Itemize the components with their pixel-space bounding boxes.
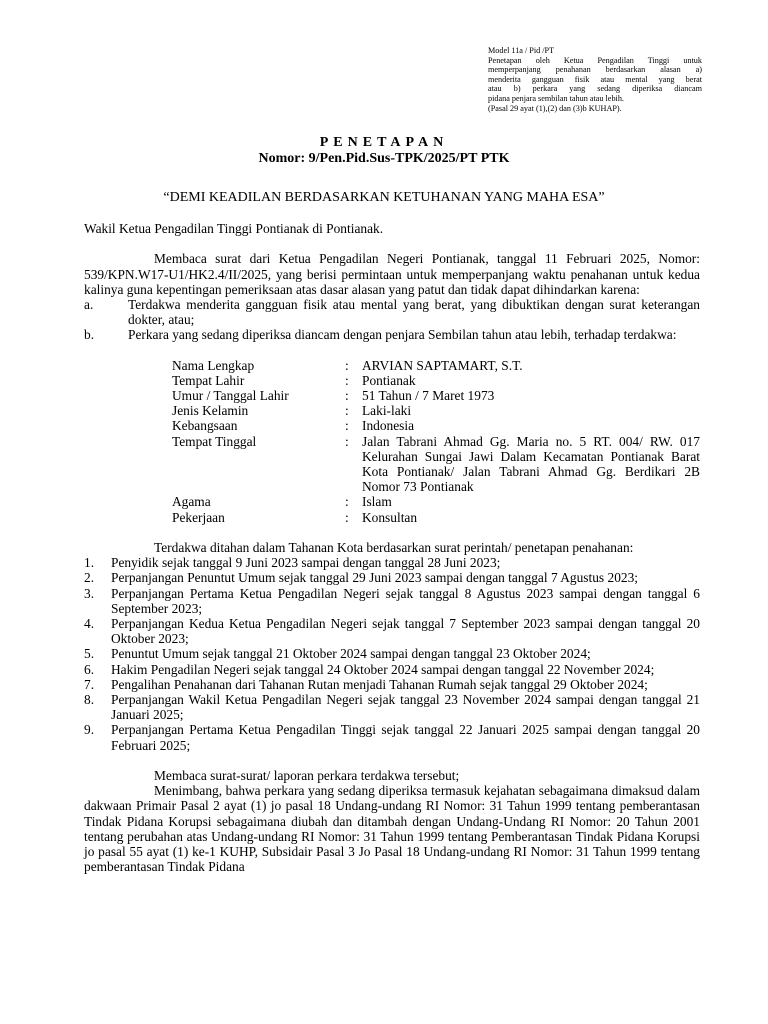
- identity-row: [172, 388, 700, 403]
- document-body: [84, 221, 700, 874]
- identity-row: [172, 494, 700, 509]
- detention-text: Penyidik sejak tanggal 9 Juni 2023 sampai dengan tanggal 28 Juni 2023;: [111, 555, 501, 571]
- identity-label: Tempat Tinggal: [172, 433, 257, 449]
- identity-label: Pekerjaan: [172, 509, 225, 525]
- detention-text: Perpanjangan Kedua Ketua Pengadilan Negeri sejak tanggal 7 September 2023 sampai dengan tanggal 20 Oktober 2023;: [111, 616, 700, 647]
- defendant-identity-table: [172, 358, 700, 525]
- reason-marker: a.: [84, 297, 94, 312]
- detention-item: [84, 586, 700, 616]
- identity-label: Kebangsaan: [172, 418, 238, 434]
- detention-marker: 5.: [84, 646, 95, 662]
- model-note-line: memperpanjang penahanan berdasarkan alasan a): [488, 65, 702, 75]
- identity-colon: :: [345, 433, 349, 449]
- model-note-line: atau b) perkara yang sedang diperiksa diancam: [488, 84, 702, 94]
- identity-colon: :: [345, 509, 349, 525]
- identity-label: Umur / Tanggal Lahir: [172, 388, 289, 404]
- identity-row: [172, 434, 700, 495]
- detention-item: [84, 692, 700, 722]
- detention-marker: 7.: [84, 676, 95, 692]
- model-note-line: Penetapan oleh Ketua Pengadilan Tinggi untuk: [488, 55, 702, 65]
- identity-row: [172, 358, 700, 373]
- detention-marker: 2.: [84, 570, 95, 586]
- model-note: [488, 46, 702, 113]
- detention-item: [84, 677, 700, 692]
- membaca-surat-paragraph: Membaca surat dari Ketua Pengadilan Negeri Pontianak, tanggal 11 Februari 2025, Nomor: 539/KPN.W17-U1/HK2.4/II/2025, yang berisi permintaan untuk memperpanjang waktu penahanan untuk kedua kalinya guna kepentingan pemeriksaan atas dasar alasan yang patut dan tidak dapat dihindarkan karena:: [84, 251, 700, 297]
- identity-colon: :: [345, 357, 349, 373]
- opening-line: Wakil Ketua Pengadilan Tinggi Pontianak di Pontianak.: [84, 221, 384, 236]
- identity-value: 51 Tahun / 7 Maret 1973: [362, 388, 495, 404]
- detention-text: Perpanjangan Pertama Ketua Pengadilan Negeri sejak tanggal 8 Agustus 2023 sampai dengan tanggal 6 September 2023;: [111, 585, 700, 616]
- identity-label: Jenis Kelamin: [172, 403, 249, 419]
- identity-colon: :: [345, 403, 349, 419]
- document-title: PENETAPAN: [319, 135, 449, 150]
- detention-item: [84, 570, 700, 585]
- identity-colon: :: [345, 388, 349, 404]
- detention-marker: 4.: [84, 616, 95, 632]
- identity-value: ARVIAN SAPTAMART, S.T.: [362, 357, 523, 373]
- detention-marker: 9.: [84, 722, 95, 738]
- document-motto: “DEMI KEADILAN BERDASARKAN KETUHANAN YANG MAHA ESA”: [163, 190, 605, 205]
- identity-colon: :: [345, 418, 349, 434]
- detention-text: Penuntut Umum sejak tanggal 21 Oktober 2024 sampai dengan tanggal 23 Oktober 2024;: [111, 646, 591, 662]
- identity-value: Jalan Tabrani Ahmad Gg. Maria no. 5 RT. 004/ RW. 017 Kelurahan Sungai Jawi Dalam Kecamatan Pontianak Barat Kota Pontianak/ Jalan Tabrani Ahmad Gg. Berdikari 2B Nomor 73 Pontianak: [362, 433, 700, 495]
- identity-label: Tempat Lahir: [172, 372, 245, 388]
- identity-row: [172, 510, 700, 525]
- detention-item: [84, 555, 700, 570]
- model-note-line: menderita gangguan fisik atau mental yang berat: [488, 74, 702, 84]
- detention-marker: 1.: [84, 555, 95, 571]
- detention-intro: Terdakwa ditahan dalam Tahanan Kota berdasarkan surat perintah/ penetapan penahanan:: [154, 540, 634, 556]
- identity-row: [172, 418, 700, 433]
- identity-value: Indonesia: [362, 418, 415, 434]
- membaca-laporan-paragraph: Membaca surat-surat/ laporan perkara terdakwa tersebut;: [154, 768, 460, 784]
- detention-item: [84, 646, 700, 661]
- identity-row: [172, 373, 700, 388]
- model-note-line: (Pasal 29 ayat (1),(2) dan (3)b KUHAP).: [488, 103, 622, 113]
- identity-colon: :: [345, 494, 349, 510]
- document-number: Nomor: 9/Pen.Pid.Sus-TPK/2025/PT PTK: [258, 151, 510, 166]
- detention-marker: 6.: [84, 661, 95, 677]
- identity-value: Konsultan: [362, 509, 418, 525]
- menimbang-paragraph: Menimbang, bahwa perkara yang sedang diperiksa termasuk kejahatan sebagaimana dimaksud dalam dakwaan Primair Pasal 2 ayat (1) jo pasal 18 Undang-undang RI Nomor: 31 Tahun 1999 tentang pemberantasan Tindak Pidana Korupsi sebagaimana diubah dan ditambah dengan Undang-Undang RI Nomor: 20 Tahun 2001 tentang perubahan atas Undang-undang RI Nomor: 31 Tahun 1999 tentang Pemberantasan Tindak Pidana Korupsi jo pasal 55 ayat (1) ke-1 KUHP, Subsidair Pasal 3 Jo Pasal 18 Undang-undang RI Nomor: 31 Tahun 1999 tentang pemberantasan Tindak Pidana: [84, 783, 700, 875]
- reason-text: Perkara yang sedang diperiksa diancam dengan penjara Sembilan tahun atau lebih, terhadap terdakwa:: [128, 327, 677, 343]
- reason-text: Terdakwa menderita gangguan fisik atau mental yang berat, yang dibuktikan dengan surat keterangan dokter, atau;: [128, 297, 700, 328]
- model-note-line: Model 11a / Pid /PT: [488, 46, 555, 55]
- identity-row: [172, 403, 700, 418]
- detention-marker: 3.: [84, 585, 95, 601]
- detention-text: Hakim Pengadilan Negeri sejak tanggal 24 Oktober 2024 sampai dengan tanggal 22 November 2024;: [111, 661, 655, 677]
- reason-marker: b.: [84, 327, 95, 343]
- identity-colon: :: [345, 372, 349, 388]
- detention-text: Perpanjangan Penuntut Umum sejak tanggal 29 Juni 2023 sampai dengan tanggal 7 Agustus 2023;: [111, 570, 638, 586]
- identity-value: Islam: [362, 494, 392, 510]
- reason-item: [84, 327, 700, 342]
- identity-value: Laki-laki: [362, 403, 412, 419]
- detention-item: [84, 722, 700, 752]
- detention-text: Pengalihan Penahanan dari Tahanan Rutan menjadi Tahanan Rumah sejak tanggal 29 Oktober 2024;: [111, 676, 648, 692]
- identity-label: Agama: [172, 494, 211, 510]
- detention-marker: 8.: [84, 692, 95, 708]
- identity-value: Pontianak: [362, 372, 416, 388]
- detention-item: [84, 662, 700, 677]
- detention-text: Perpanjangan Pertama Ketua Pengadilan Tinggi sejak tanggal 22 Januari 2025 sampai dengan tanggal 20 Februari 2025;: [111, 722, 700, 753]
- model-note-line: pidana penjara sembilan tahun atau lebih.: [488, 93, 624, 103]
- detention-item: [84, 616, 700, 646]
- detention-text: Perpanjangan Wakil Ketua Pengadilan Negeri sejak tanggal 23 November 2024 sampai dengan tanggal 21 Januari 2025;: [111, 692, 700, 723]
- reason-item: [84, 297, 700, 327]
- identity-label: Nama Lengkap: [172, 357, 255, 373]
